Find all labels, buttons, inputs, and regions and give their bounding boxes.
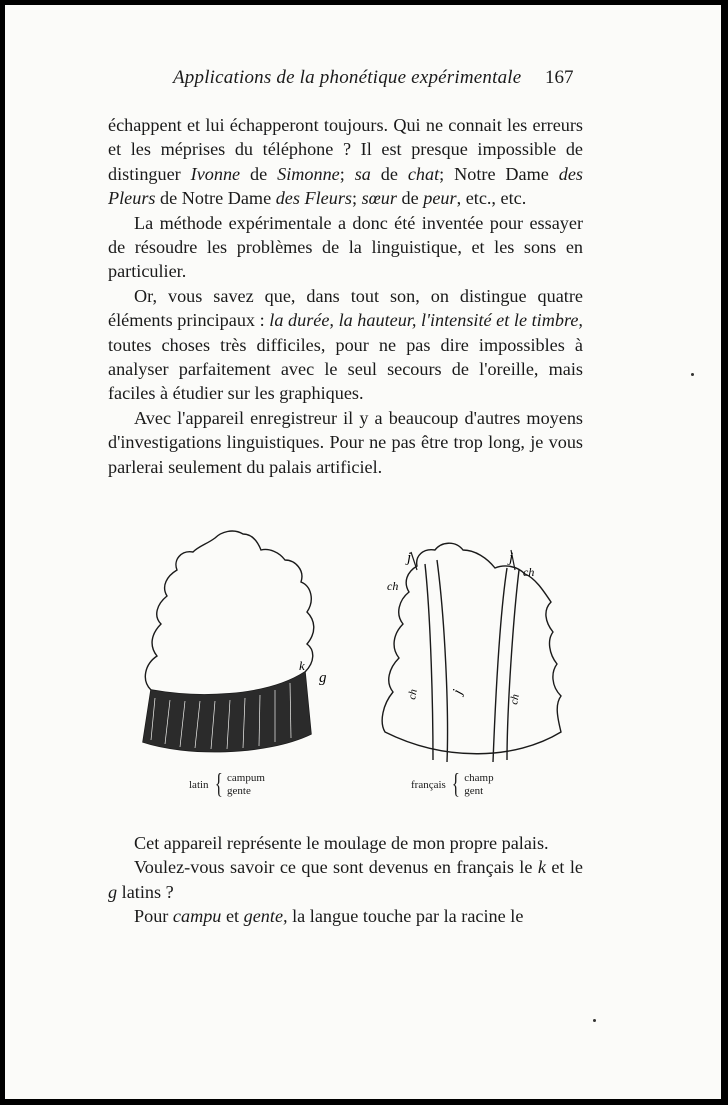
body-text-top <box>108 113 583 479</box>
label-j-center: j <box>450 687 467 697</box>
paragraph-7: Pour campu et gente, la langue touche par la racine le <box>134 906 524 927</box>
label-ch-band-left: ch <box>406 688 420 701</box>
palate-figures <box>115 520 585 820</box>
book-page <box>5 5 721 1099</box>
label-j-top-left: j <box>407 550 412 566</box>
paragraph-1: échappent et lui échapperont toujours. Qui ne connait les erreurs et les méprises du téléphone ? Il est presque impossible de distinguer Ivonne de Simonne; sa de chat; Notre Dame des Pleurs de Notre Dame des Fleurs; sœur de peur, etc., etc. <box>108 115 583 209</box>
running-title: Applications de la phonétique expérimentale <box>173 67 522 88</box>
label-g: g <box>319 670 327 686</box>
paragraph-4: Avec l'appareil enregistreur il y a beaucoup d'autres moyens d'investigations linguistiques. Pour ne pas être trop long, je vous parlerai seulement du palais artificiel. <box>108 407 583 477</box>
paper-speck <box>593 1019 596 1022</box>
palate-french-right-band-inner <box>493 568 507 762</box>
paragraph-2: La méthode expérimentale a donc été inventée pour essayer de résoudre les problèmes de la linguistique, et les sons en particulier. <box>108 212 583 282</box>
caption-latin-word-2: gente <box>227 785 251 797</box>
caption-latin-word-1: campum <box>227 772 265 784</box>
label-ch-band-right: ch <box>508 693 522 706</box>
page-number: 167 <box>545 67 574 88</box>
paragraph-5: Cet appareil représente le moulage de mon propre palais. <box>134 833 549 853</box>
body-text-bottom <box>108 831 583 929</box>
paragraph-6: Voulez-vous savoir ce que sont devenus en français le k et le g latins ? <box>108 857 583 902</box>
caption-french <box>411 769 494 800</box>
paper-speck <box>691 373 694 376</box>
palate-latin-shaded <box>143 672 311 752</box>
caption-french-word-1: champ <box>464 772 494 784</box>
palate-french-left-band-inner <box>437 560 448 762</box>
paragraph-3: Or, vous savez que, dans tout son, on distingue quatre éléments principaux : la durée, la hauteur, l'intensité et le timbre, toutes choses très difficiles, pour ne pas dire impossibles à analyser parfaitement avec le seul secours de l'oreille, mais faciles à étudier sur les graphiques. <box>108 285 583 404</box>
caption-brace-icon: { <box>214 769 223 800</box>
label-ch-top-left: ch <box>387 579 399 593</box>
caption-latin-lang: latin <box>189 778 209 791</box>
label-j-top-right: j <box>509 550 514 566</box>
label-ch-top-right: ch <box>523 565 535 579</box>
palate-french-left-band-outer <box>425 564 433 760</box>
caption-brace-icon: { <box>451 769 460 800</box>
palate-illustration <box>115 520 585 820</box>
caption-french-word-2: gent <box>464 785 484 797</box>
page-header <box>5 67 721 97</box>
caption-french-lang: français <box>411 778 446 791</box>
caption-latin <box>189 769 265 800</box>
label-k: k <box>299 658 305 673</box>
palate-french-right-band-outer <box>507 570 519 760</box>
